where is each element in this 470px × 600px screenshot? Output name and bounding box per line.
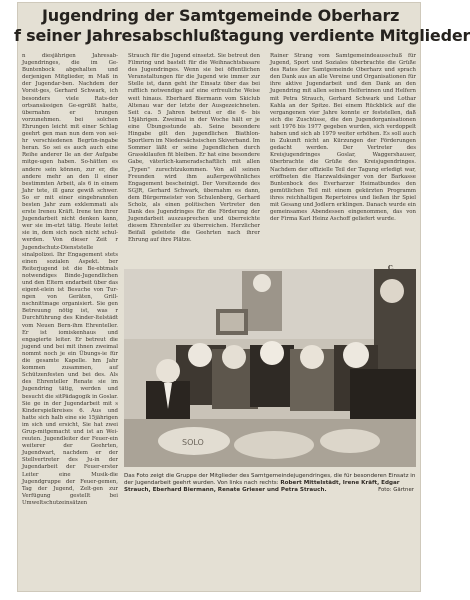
photo-caption (124, 473, 416, 495)
group-photo-image (124, 269, 416, 467)
headline-line-2: f seiner Jahresabschlußtagung verdiente Mitglieder (14, 26, 470, 45)
article-column-1: n diesjährigen Jahresab-Jugendringes, die im Ge-Buntenbock abgehalten und derjenigen Mitglieder, m Maß in der Jugendar-ben. Nachdem der Vorsit-ges, Gerhard Schwark, ich besonders viele Rats-der ortsansässigen Ge-egrüßt hatte, übernahm er hrungen vorzunehmen. bei solchen Ehrungen leicht mit einer Schlag geehrt gen man nun dem von sei-hr verschiedenen Begrün-ingabe heran. So sei es auch auch eine Reihe anderer lle an der Aufgabe mitge-ugen haben. So-hätten es andere sein können, zur er, die andere mehr an den ll einer bestimmten Arbeit, als 6 in einem Jahr tete, ill ganz gewiß schwer. So er mit einer eingebrannten besten Jahr zum exklemmati als erste Ireneu Kräft. Irene ten ihrer Jugendarbeit nicht denken kann, wer sie im-etzt tätig. Heute leitet sie in, dem sich noch nicht schul-werden. Von dieser Zeit r Jugendschutz-Dienststelle sinalpolizei. Ihr Engagement stets einen sozialen Aspekt. ber Reiterjugend ist die Be-ebtmals notwendiges Binde-Jugendlichen und den Eltern endarbeit über das eigent-elein ist Besuche von Tur-ngen von Geräten, Grill-nschnittmage organisiert. Sie gen Betreuung nötig ist, was r Durchführung des Kinder-ltelstädt vom Neuen Bern-ihm Ehrenteller. Er ist iomiskenhaus und engagierte leiter. Er betreut die jugend und bei mit ihnen zweimal nommt noch je ein Übungs-ie für die gesamte Kapelle. hm Jahr kommen zusammen, auf Schützenfesten und bei des. Als des Ehrenteller Renate sie im Jugendring tätig, werden und besucht die sitPädagogik in Goslar. Sie ge in der Jugendarbeit mit s Kinderspielkreises 6. Aus und hatte sich halb eine sie 15jährigen im sich und ersicht, Sie hat zwei Grup-mitgemacht und ist an Wei-reuten. Jugendleiter der Feuer-ein weiterer der Geehrten, Jugendwart, nachdem er der Stellvertreter des Ju-in der Jugendarbeit der Feuer-erster Leiter eine Musik-die Jugendgruppe der Feuer-gemen, Tag der Jugend, Zelt-gen zur Verfügung gestellt bei Umweltschutzeinsätzen (22, 53, 118, 506)
article-column-2: Strauch für die Jugend einsetzt. Sie betreut den Filmring und bastelt für die Weihnachtsbasare des Jugendringes. Wenn sie bei öffentlichen Veranstaltungen für die Jugend wie immer zur Stelle ist, dann geht ihr Einsatz über das bei rufflich notwendige auf eine erfreuliche Weise weit hinaus. Eberhard Biermann vom Skiclub Altenau war der letzte der Ausgezeichneten. Seit ca. 5 Jahren betreut er die 6- bis 15jährigen. Zweimal in der Woche hält er je eine Übungsstunde ab. Seine besondere Hingabe gilt den jugendlichen Biathlon-Sportlern im Niedersächsischen Skiverband. Im Sommer läßt er seine Jugendlichen durch Grasskilaufen fit bleiben. Er hat eine besondere Gabe, väterlich-kameradschaftlich mit allen „Typen" zurechtzukommen. Von all seinen Freunden wird ihm außergewöhnliches Engagement bescheinigt. Der Vorsitzende des SGJR, Gerhard Schwark, übernahm es dann, dem Bürgermeister von Schulenberg, Gerhard Scholz, als einen politischen Vertreter den Dank des Jugendringes für die Förderung der Jugendarbeit auszusprechen und überreichte diesem Ehrenteller zu überreichen. Herzlicher Beifall geleitete die Geehrten nach ihrer Ehrung auf ihre Plätze. (128, 53, 260, 244)
group-photo (124, 269, 416, 467)
table-banner-text: SOLO (182, 438, 204, 447)
caption-names: Robert Mittelstädt, Irene Kräft, Edgar Strauch, Eberhard Biermann, Renate Grieser und Petra Strauch. (124, 480, 400, 494)
newspaper-clipping (14, 3, 470, 591)
article-column-3: Rainer Strang vom Samtgemeindeausschuß für Jugend, Sport und Soziales überbrachte die Grüße des Rates der Samtgemeinde Oberharz und sprach den Dank aus an alle Vereine und Organisationen für ihre aktive Jugendarbeit und den Dank an den Jugendring mit allen seinen Helferinnen und Helfern mit Petra Strauch, Gerhard Schwark und Lothar Kahla an der Spitze. Bei einem Rückblick auf die vergangenen vier Jahre konnte er feststellen, daß sich die Zuschüsse, die den Jugendorganisationen seit 1976 bis 1977 gegeben wurden, sich verdoppelt haben und sich ab 1979 weiter erhöhen. Es soll auch in Zukunft nicht an Kürzungen der Förderungen gedacht werden. Der Vertreter des Kreisjugendringes Goslar, Waggershauser, überbrachte die Grüße des Kreisjugendringes. Nachdem der offizielle Teil der Tagung erledigt war, eröffneten die Harzwaldsänger von der Barkasse Buntenbock des Everharzer Heimatbundes den gemütlichen Teil mit einem gekürzten Programm ihres reichhaltigen Repertoires und ließen ihr Spiel mit Gesang und Jodlern erklingen. Danach wurde ein gemeinsames Abendessen eingenommen, das von der Firma Karl Heinz Aschoff geliefert wurde. (270, 53, 416, 223)
photo-credit: Foto: Gärtner (378, 487, 414, 493)
caption-text: Das Foto zeigt die Gruppe der Mitglieder des Samtgemeindejugendringes, die für besonderen Einsatz in der Jugendarbeit geehrt wurden. Von links nach rechts: (124, 473, 416, 487)
headline-line-1: Jugendring der Samtgemeinde Oberharz (42, 6, 400, 25)
